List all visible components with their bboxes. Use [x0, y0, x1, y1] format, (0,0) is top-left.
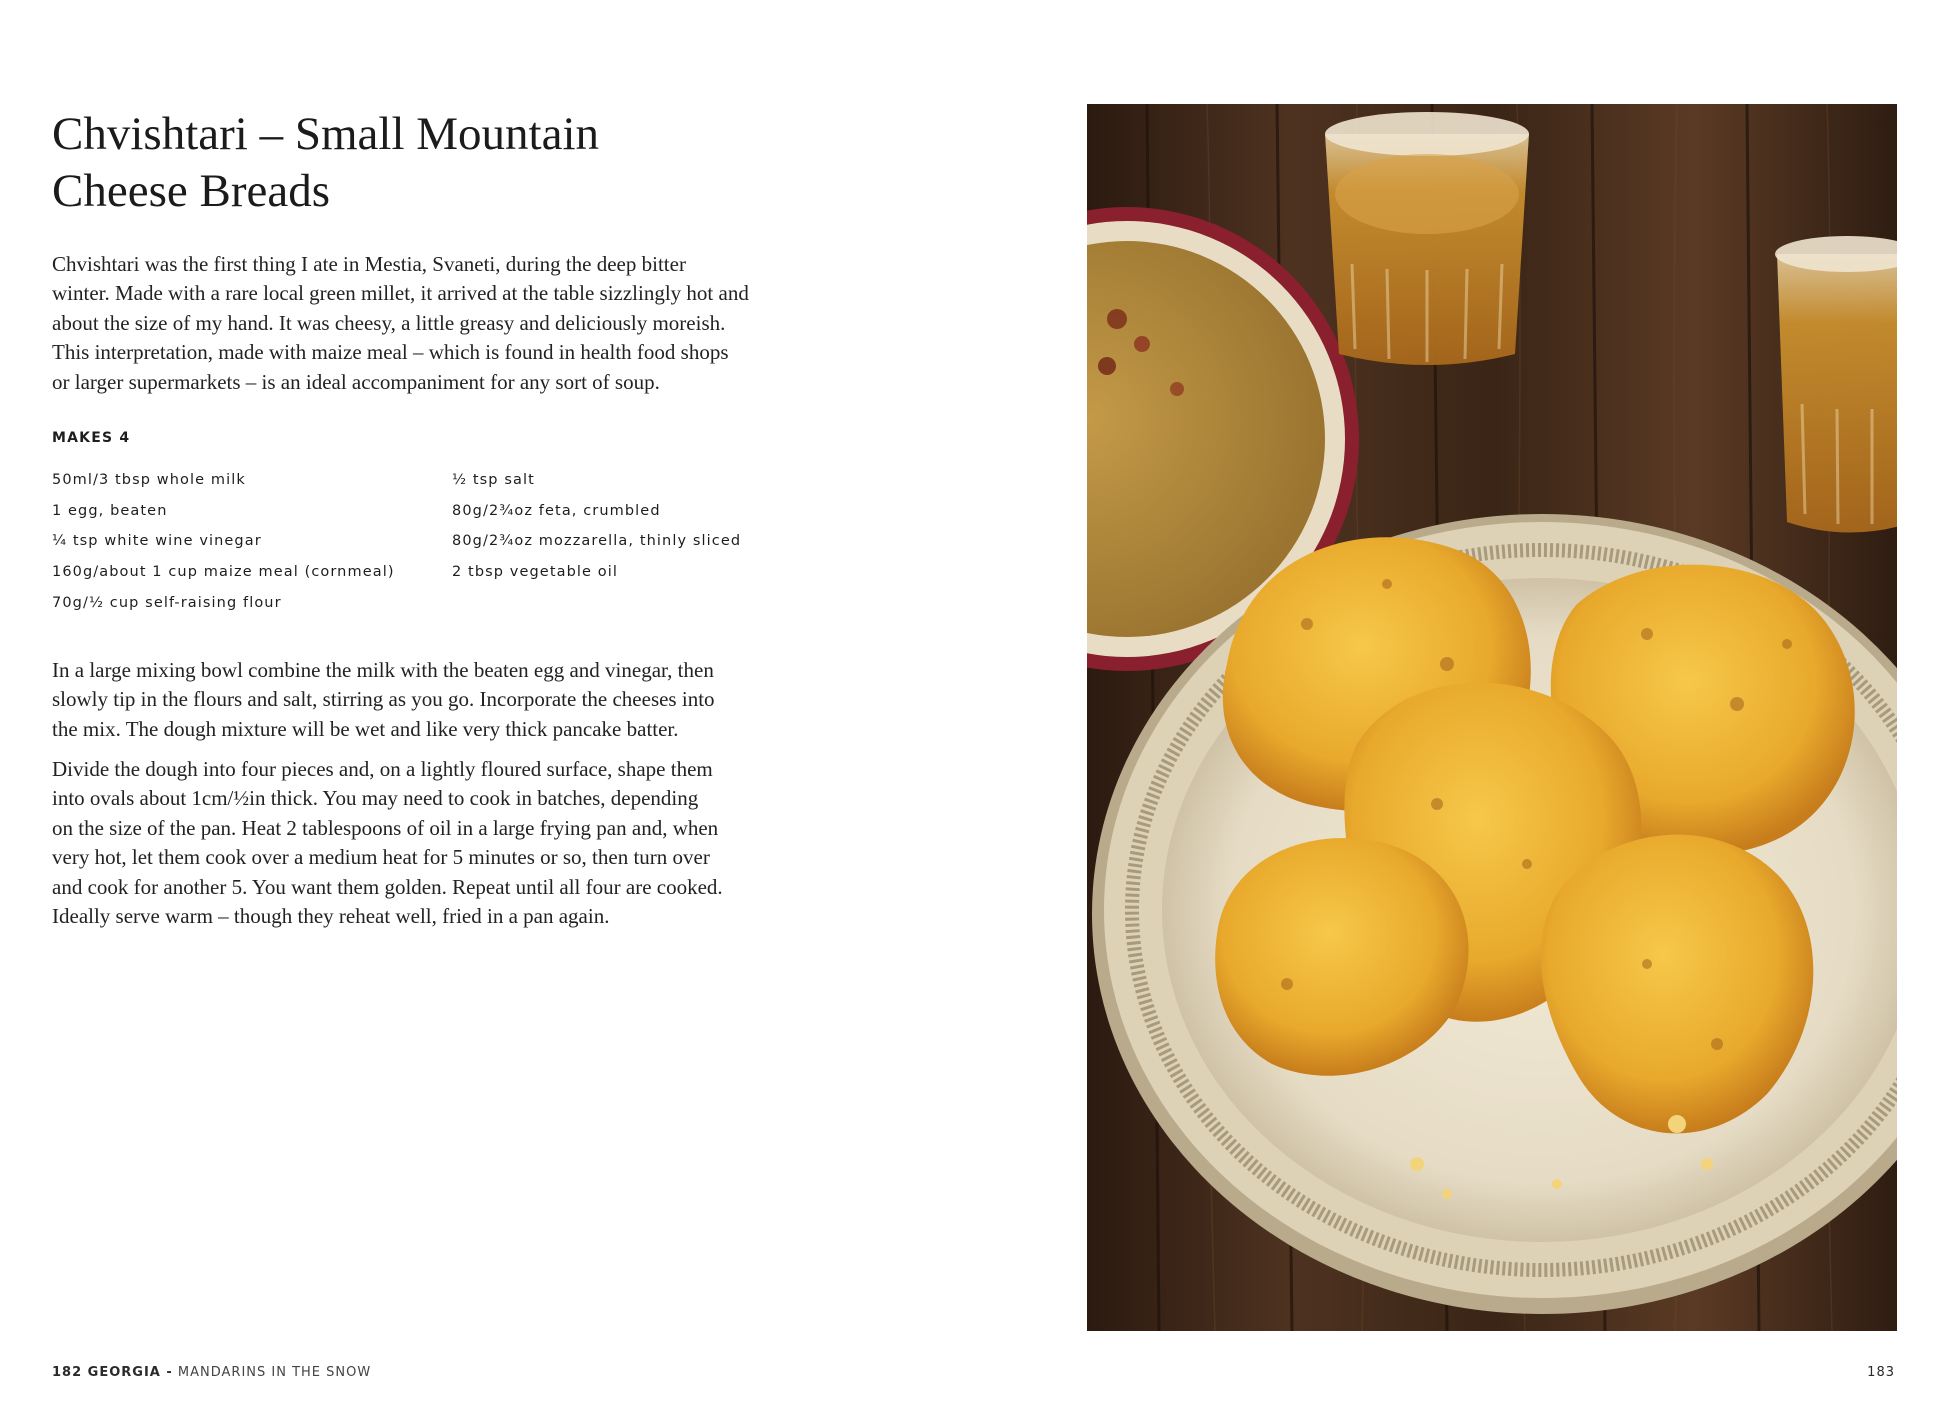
footer-chapter: 182 GEORGIA -: [52, 1365, 173, 1380]
photo-illustration: [1087, 104, 1897, 1331]
intro-line: winter. Made with a rare local green millet, it arrived at the table sizzlingly hot and: [52, 281, 749, 306]
intro-line: This interpretation, made with maize meal – which is found in health food shops: [52, 340, 729, 365]
ingredients-list-left: [52, 470, 395, 623]
method-line: very hot, let them cook over a medium heat for 5 minutes or so, then turn over: [52, 845, 710, 870]
method-line: slowly tip in the flours and salt, stirring as you go. Incorporate the cheeses into: [52, 687, 715, 712]
method-line: the mix. The dough mixture will be wet and like very thick pancake batter.: [52, 716, 679, 741]
method-line: Ideally serve warm – though they reheat well, fried in a pan again.: [52, 904, 610, 929]
makes-label: MAKES 4: [52, 430, 131, 446]
intro-line: about the size of my hand. It was cheesy, a little greasy and deliciously moreish.: [52, 310, 726, 335]
intro-line: Chvishtari was the first thing I ate in Mestia, Svaneti, during the deep bitter: [52, 252, 686, 276]
method-line: Divide the dough into four pieces and, on a lightly floured surface, shape them: [52, 757, 713, 781]
title-line: Chvishtari – Small Mountain: [52, 108, 600, 160]
ingredient-item: 50ml/3 tbsp whole milk: [52, 472, 246, 488]
title-line: Cheese Breads: [52, 165, 330, 217]
method-line: and cook for another 5. You want them golden. Repeat until all four are cooked.: [52, 874, 723, 899]
ingredient-item: 2 tbsp vegetable oil: [452, 564, 618, 581]
beer-glass-1: [1325, 112, 1529, 365]
footer-section: MANDARINS IN THE SNOW: [177, 1365, 372, 1380]
method-line: on the size of the pan. Heat 2 tablespoons of oil in a large frying pan and, when: [52, 815, 719, 840]
page-number-right: 183: [1867, 1365, 1895, 1380]
intro-line: or larger supermarkets – is an ideal accompaniment for any sort of soup.: [52, 369, 660, 394]
ingredient-item: 160g/about 1 cup maize meal (cornmeal): [52, 564, 395, 581]
method-line: In a large mixing bowl combine the milk with the beaten egg and vinegar, then: [52, 658, 714, 682]
ingredient-item: 80g/2¾oz feta, crumbled: [452, 502, 661, 519]
page-footer-left: [52, 1365, 371, 1380]
ingredient-item: 70g/½ cup self-raising flour: [52, 594, 282, 611]
ingredient-item: 80g/2¾oz mozzarella, thinly sliced: [452, 533, 742, 550]
recipe-intro: [52, 250, 832, 397]
ingredient-item: 1 egg, beaten: [52, 502, 168, 519]
ingredient-item: ¼ tsp white wine vinegar: [52, 533, 262, 550]
ingredient-item: ½ tsp salt: [452, 472, 535, 488]
method-line: into ovals about 1cm/½in thick. You may need to cook in batches, depending: [52, 786, 699, 811]
method-paragraph-1: [52, 656, 852, 744]
method-paragraph-2: [52, 755, 852, 931]
beer-glass-2: [1775, 236, 1897, 533]
recipe-title: [52, 106, 812, 220]
recipe-photo: [1087, 104, 1897, 1331]
ingredients-list-right: [452, 470, 741, 593]
